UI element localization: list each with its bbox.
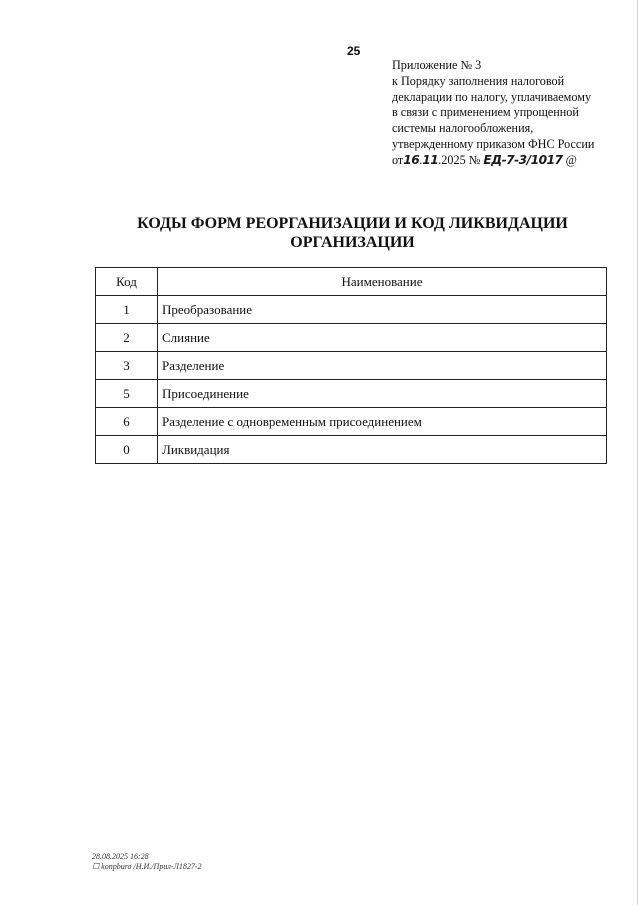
document-title: [100, 214, 605, 252]
appendix-header: [392, 58, 620, 169]
handwritten-month: 11: [422, 152, 439, 167]
appendix-line: системы налогообложения,: [392, 121, 534, 136]
page-edge: [637, 0, 638, 905]
title-line: ОРГАНИЗАЦИИ: [290, 234, 415, 251]
table-row: [96, 408, 607, 436]
row-code: 5: [96, 380, 158, 408]
order-suffix: @: [565, 152, 577, 167]
appendix-line: в связи с применением упрощенной: [392, 105, 579, 120]
row-code: 2: [96, 324, 158, 352]
row-code: 3: [96, 352, 158, 380]
table-row: [96, 324, 607, 352]
codes-table: [95, 267, 607, 464]
document-footer: [92, 852, 202, 872]
table-row: [96, 380, 607, 408]
column-header-name: Наименование: [158, 268, 607, 296]
handwritten-day: 16: [403, 152, 420, 167]
appendix-line: декларации по налогу, уплачиваемому: [392, 89, 592, 104]
title-line: КОДЫ ФОРМ РЕОРГАНИЗАЦИИ И КОД ЛИКВИДАЦИИ: [137, 215, 568, 232]
table-row: [96, 436, 607, 464]
footer-path: ☐ konpburo /Н.И./Прил-Л1827-2: [92, 862, 202, 871]
row-name: Слияние: [158, 324, 607, 352]
row-code: 1: [96, 296, 158, 324]
date-separator: .: [419, 152, 423, 167]
page-number: 25: [347, 44, 361, 58]
handwritten-order-number: ЕД-7-3/1017: [483, 152, 563, 167]
date-year: .2025 №: [438, 152, 481, 167]
table-row: [96, 352, 607, 380]
row-name: Разделение с одновременным присоединением: [158, 408, 607, 436]
column-header-code: Код: [96, 268, 158, 296]
appendix-line: Приложение № 3: [392, 58, 482, 72]
table-row: [96, 296, 607, 324]
appendix-line: к Порядку заполнения налоговой: [392, 73, 565, 88]
date-prefix: от: [392, 152, 404, 167]
row-name: Разделение: [158, 352, 607, 380]
footer-timestamp: 28.08.2025 16:28: [92, 852, 149, 861]
row-name: Преобразование: [158, 296, 607, 324]
row-name: Присоединение: [158, 380, 607, 408]
order-date-line: [392, 153, 620, 169]
row-code: 0: [96, 436, 158, 464]
row-name: Ликвидация: [158, 436, 607, 464]
row-code: 6: [96, 408, 158, 436]
table-header-row: [96, 268, 607, 296]
appendix-line: утвержденному приказом ФНС России: [392, 136, 595, 151]
